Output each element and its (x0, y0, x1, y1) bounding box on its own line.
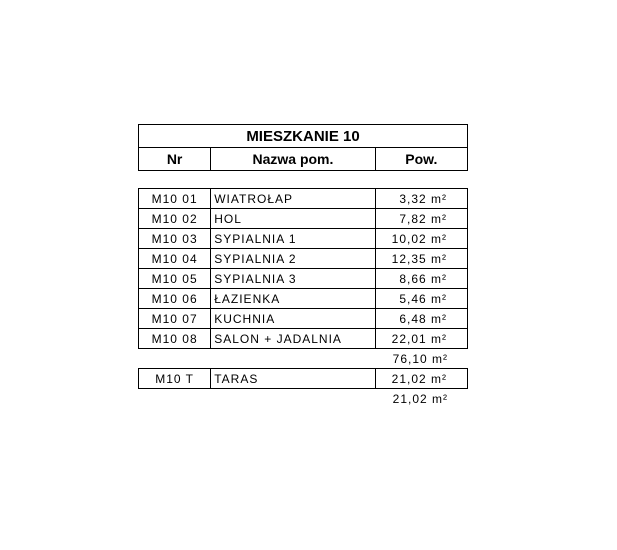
schedule-header (138, 124, 468, 171)
room-area: 10,02 m² (375, 229, 467, 249)
room-name: KUCHNIA (211, 309, 376, 329)
room-area: 22,01 m² (375, 329, 467, 349)
room-name: TARAS (211, 369, 376, 389)
room-name: ŁAZIENKA (211, 289, 376, 309)
room-name: SALON + JADALNIA (211, 329, 376, 349)
schedule-title: MIESZKANIE 10 (139, 125, 468, 148)
table-row (139, 249, 468, 269)
room-area: 5,46 m² (375, 289, 467, 309)
table-row (139, 189, 468, 209)
room-area: 7,82 m² (375, 209, 467, 229)
room-nr: M10 03 (139, 229, 211, 249)
table-row (139, 269, 468, 289)
room-nr: M10 02 (139, 209, 211, 229)
room-area: 6,48 m² (375, 309, 467, 329)
room-area: 12,35 m² (375, 249, 467, 269)
room-area: 8,66 m² (375, 269, 467, 289)
extra-total-row (138, 389, 468, 408)
room-nr: M10 05 (139, 269, 211, 289)
table-row (139, 309, 468, 329)
room-name: SYPIALNIA 3 (211, 269, 376, 289)
room-name: HOL (211, 209, 376, 229)
column-header-area: Pow. (375, 148, 467, 171)
room-schedule (138, 124, 468, 408)
room-area: 3,32 m² (375, 189, 467, 209)
table-row (139, 289, 468, 309)
room-nr: M10 06 (139, 289, 211, 309)
table-row (139, 229, 468, 249)
rooms-table (138, 188, 468, 349)
spacer (138, 171, 468, 188)
extra-table (138, 368, 468, 389)
room-nr: M10 04 (139, 249, 211, 269)
room-nr: M10 08 (139, 329, 211, 349)
extra-total: 21,02 m² (392, 391, 448, 406)
table-row (139, 369, 468, 389)
room-area: 21,02 m² (375, 369, 467, 389)
rooms-total: 76,10 m² (392, 351, 448, 366)
room-nr: M10 T (139, 369, 211, 389)
spacer (138, 389, 375, 408)
table-row (139, 329, 468, 349)
room-name: SYPIALNIA 2 (211, 249, 376, 269)
rooms-total-row (138, 349, 468, 368)
room-name: WIATROŁAP (211, 189, 376, 209)
room-name: SYPIALNIA 1 (211, 229, 376, 249)
table-row (139, 209, 468, 229)
spacer (138, 349, 375, 368)
column-header-name: Nazwa pom. (211, 148, 375, 171)
column-header-nr: Nr (139, 148, 211, 171)
room-nr: M10 01 (139, 189, 211, 209)
room-nr: M10 07 (139, 309, 211, 329)
